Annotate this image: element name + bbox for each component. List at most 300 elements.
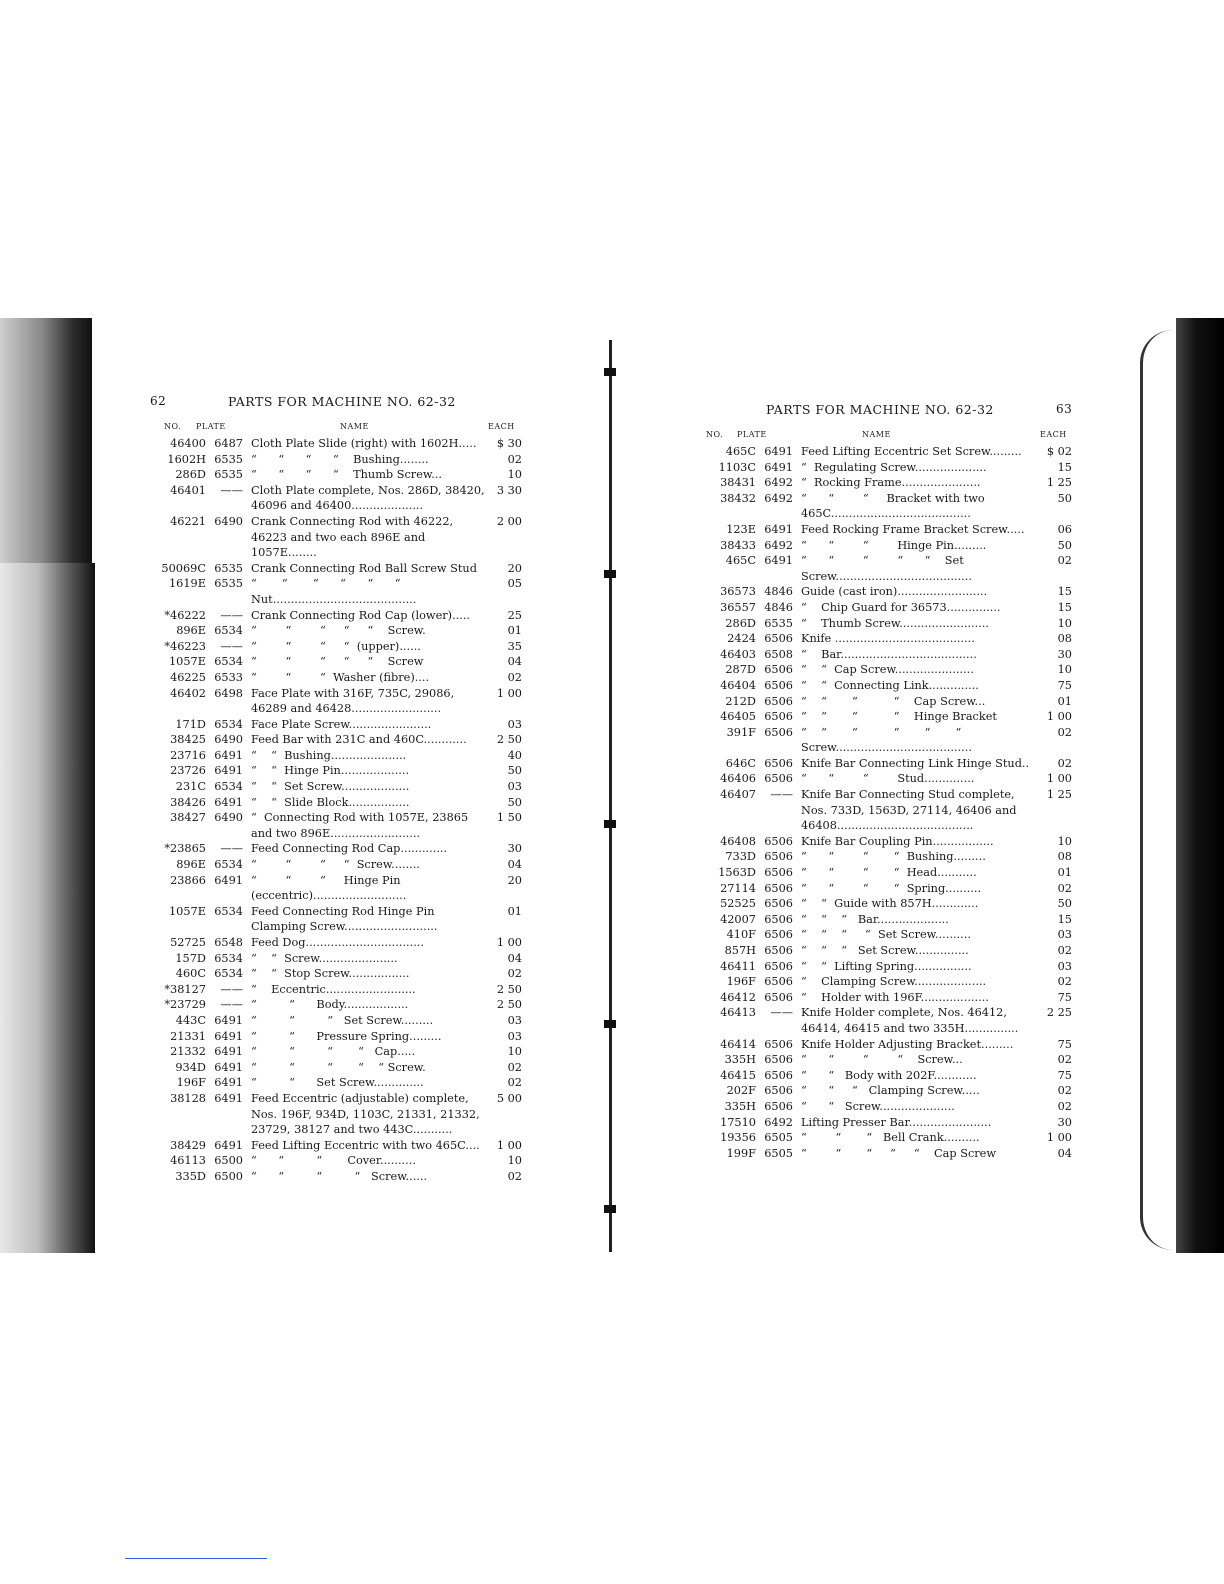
part-row bbox=[150, 966, 522, 982]
part-price: 01 bbox=[507, 624, 522, 638]
part-row bbox=[150, 717, 522, 733]
part-row bbox=[150, 841, 522, 857]
part-price: 03 bbox=[507, 1029, 522, 1043]
part-number: 23866 bbox=[170, 873, 206, 887]
part-number: 38425 bbox=[170, 733, 206, 747]
part-price: 10 bbox=[1057, 663, 1072, 677]
part-number: 46408 bbox=[720, 834, 756, 848]
part-name: “ “ “ “ Screw...... bbox=[251, 1169, 428, 1183]
part-name: “ “ Connecting Link.............. bbox=[801, 678, 979, 692]
plate-number: 6535 bbox=[214, 577, 243, 591]
part-name: “ “ Stop Screw................. bbox=[251, 967, 410, 981]
plate-number: —— bbox=[770, 1006, 793, 1020]
part-name: “ “ “ “ Thumb Screw... bbox=[251, 468, 442, 482]
part-name: “ “ Hinge Pin................... bbox=[251, 764, 410, 778]
part-row bbox=[700, 974, 1072, 990]
part-row bbox=[700, 538, 1072, 554]
part-price: 02 bbox=[1057, 1099, 1072, 1113]
part-price: 5 00 bbox=[496, 1091, 522, 1105]
part-number: 1057E bbox=[169, 904, 206, 918]
col-header-each: EACH bbox=[1040, 430, 1067, 439]
part-number: 23716 bbox=[170, 748, 206, 762]
part-price: 02 bbox=[1057, 725, 1072, 739]
part-number: 19356 bbox=[720, 1131, 756, 1145]
plate-number: 6506 bbox=[764, 756, 793, 770]
part-price: 1 00 bbox=[496, 1138, 522, 1152]
part-number: 1103C bbox=[718, 460, 756, 474]
part-name: “ “ Screw...................... bbox=[251, 951, 398, 965]
part-price: 01 bbox=[1057, 866, 1072, 880]
part-row bbox=[700, 475, 1072, 491]
plate-number: 6506 bbox=[764, 944, 793, 957]
part-name: “ Eccentric......................... bbox=[251, 982, 416, 996]
plate-number: 6535 bbox=[214, 452, 243, 466]
page-number: 62 bbox=[150, 394, 167, 408]
part-price: 15 bbox=[1057, 912, 1072, 926]
part-row bbox=[150, 670, 522, 686]
part-name: Knife Bar Coupling Pin................. bbox=[801, 834, 994, 848]
part-number: 202F bbox=[726, 1084, 756, 1098]
part-name: Crank Connecting Rod with 46222, 46223 and two each 896E and 1057E........ bbox=[251, 514, 457, 560]
part-number: 465C bbox=[725, 554, 756, 568]
part-row bbox=[700, 943, 1072, 959]
plate-number: 6506 bbox=[764, 725, 793, 739]
parts-list bbox=[700, 444, 1072, 1161]
part-row bbox=[150, 654, 522, 670]
plate-number: 6535 bbox=[214, 561, 243, 575]
part-row bbox=[150, 1169, 522, 1185]
part-price: 30 bbox=[1057, 1115, 1072, 1129]
part-price: 1 00 bbox=[1046, 710, 1072, 724]
page-curl-right bbox=[1140, 330, 1173, 1250]
part-row bbox=[700, 616, 1072, 632]
part-price: 04 bbox=[507, 655, 522, 669]
part-number: 2424 bbox=[727, 632, 756, 646]
part-price: 75 bbox=[1057, 1037, 1072, 1051]
part-price: $ 02 bbox=[1046, 445, 1072, 458]
part-number: *46223 bbox=[164, 639, 206, 653]
part-price: 06 bbox=[1057, 522, 1072, 536]
part-number: *46222 bbox=[164, 608, 206, 622]
plate-number: —— bbox=[220, 483, 243, 497]
part-price: 75 bbox=[1057, 990, 1072, 1004]
part-name: Crank Connecting Rod Ball Screw Stud bbox=[251, 561, 477, 575]
plate-number: 6491 bbox=[214, 873, 243, 887]
part-row bbox=[150, 1075, 522, 1091]
part-name: “ “ “ Washer (fibre).... bbox=[251, 670, 430, 684]
part-row bbox=[150, 982, 522, 998]
part-row bbox=[700, 912, 1072, 928]
part-number: 335H bbox=[724, 1099, 756, 1113]
part-number: 465C bbox=[725, 445, 756, 458]
plate-number: 6506 bbox=[764, 975, 793, 989]
part-price: 02 bbox=[507, 452, 522, 466]
part-number: 38426 bbox=[170, 795, 206, 809]
part-number: 896E bbox=[176, 858, 206, 872]
plate-number: 6506 bbox=[764, 678, 793, 692]
part-number: 196F bbox=[176, 1076, 206, 1090]
part-name: “ “ Pressure Spring......... bbox=[251, 1029, 442, 1043]
plate-number: 6534 bbox=[214, 717, 243, 731]
part-number: 335H bbox=[724, 1053, 756, 1067]
part-name: “ “ Guide with 857H............. bbox=[801, 897, 979, 911]
part-price: 02 bbox=[1057, 881, 1072, 895]
part-number: 46400 bbox=[170, 437, 206, 450]
book-left-edge bbox=[0, 318, 92, 563]
part-price: 1 50 bbox=[496, 811, 522, 825]
part-name: “ “ “ “ Cap..... bbox=[251, 1045, 416, 1059]
plate-number: 6490 bbox=[214, 514, 243, 528]
part-row bbox=[700, 881, 1072, 897]
part-row bbox=[700, 1099, 1072, 1115]
part-name: “ “ “ “ Set Screw.......... bbox=[801, 928, 971, 942]
part-number: 231C bbox=[175, 780, 206, 794]
part-row bbox=[150, 1138, 522, 1154]
part-row bbox=[700, 896, 1072, 912]
part-name: “ Holder with 196F................... bbox=[801, 990, 989, 1004]
part-number: *38127 bbox=[164, 982, 206, 996]
part-name: Feed Rocking Frame Bracket Screw..... bbox=[801, 522, 1025, 536]
part-number: 23726 bbox=[170, 764, 206, 778]
part-name: “ “ “ Bell Crank.......... bbox=[801, 1131, 980, 1145]
part-number: *23729 bbox=[164, 998, 206, 1012]
part-price: 3 30 bbox=[496, 483, 522, 497]
part-price: 03 bbox=[507, 1013, 522, 1027]
part-name: “ Connecting Rod with 1057E, 23865 and two 896E......................... bbox=[251, 811, 472, 840]
part-price: 2 50 bbox=[496, 998, 522, 1012]
part-price: 1 00 bbox=[496, 686, 522, 700]
part-name: “ “ “ “ “ Set Screw...................................... bbox=[801, 554, 972, 583]
part-number: 52725 bbox=[170, 936, 206, 949]
parts-list bbox=[150, 436, 522, 1185]
part-row bbox=[700, 771, 1072, 787]
part-price: 04 bbox=[507, 858, 522, 872]
part-price: 04 bbox=[1057, 1146, 1072, 1160]
plate-number: —— bbox=[220, 608, 243, 622]
part-name: “ “ Body with 202F............ bbox=[801, 1068, 977, 1082]
book-gutter bbox=[609, 340, 612, 1252]
part-name: Knife ....................................... bbox=[801, 632, 975, 646]
plate-number: 6491 bbox=[214, 1045, 243, 1059]
part-price: 03 bbox=[1057, 928, 1072, 942]
part-number: 733D bbox=[725, 850, 756, 864]
part-row bbox=[700, 444, 1072, 460]
plate-number: 6506 bbox=[764, 1099, 793, 1113]
part-name: “ “ “ “ Cap Screw... bbox=[801, 694, 986, 708]
part-row bbox=[150, 1044, 522, 1060]
part-price: 50 bbox=[1057, 897, 1072, 911]
column-headers bbox=[150, 418, 522, 436]
part-row bbox=[700, 491, 1072, 522]
part-row bbox=[700, 849, 1072, 865]
part-number: 896E bbox=[176, 624, 206, 638]
part-number: 171D bbox=[175, 717, 206, 731]
part-row bbox=[700, 460, 1072, 476]
part-name: Feed Eccentric (adjustable) complete, Nos. 196F, 934D, 1103C, 21331, 21332, 23729, 38127 and two 443C........... bbox=[251, 1091, 484, 1137]
plate-number: 6500 bbox=[214, 1169, 243, 1183]
part-name: “ “ “ Hinge Pin (eccentric).......................... bbox=[251, 873, 407, 903]
plate-number: 6506 bbox=[764, 928, 793, 942]
part-row bbox=[700, 678, 1072, 694]
plate-number: 4846 bbox=[764, 600, 793, 614]
plate-number: 6506 bbox=[764, 897, 793, 911]
part-number: 196F bbox=[726, 975, 756, 989]
part-name: “ “ “ “ “ Screw. bbox=[251, 1060, 426, 1074]
part-price: 02 bbox=[507, 967, 522, 981]
part-row bbox=[700, 1052, 1072, 1068]
part-number: 46402 bbox=[170, 686, 206, 700]
plate-number: 6548 bbox=[214, 936, 243, 949]
part-number: 1602H bbox=[167, 452, 206, 466]
plate-number: 6492 bbox=[764, 1115, 793, 1129]
plate-number: 6498 bbox=[214, 686, 243, 700]
part-row bbox=[150, 873, 522, 904]
part-price: 02 bbox=[1057, 756, 1072, 770]
right-page bbox=[700, 402, 1072, 1161]
part-name: “ “ Set Screw................... bbox=[251, 780, 410, 794]
part-number: 212D bbox=[725, 694, 756, 708]
part-row bbox=[700, 647, 1072, 663]
part-row bbox=[150, 951, 522, 967]
col-header-plate: PLATE bbox=[737, 430, 767, 439]
plate-number: 6492 bbox=[764, 491, 793, 505]
part-row bbox=[700, 631, 1072, 647]
plate-number: 6506 bbox=[764, 850, 793, 864]
plate-number: 6491 bbox=[214, 1138, 243, 1152]
plate-number: 6506 bbox=[764, 772, 793, 786]
part-price: 10 bbox=[507, 1045, 522, 1059]
part-row bbox=[700, 1037, 1072, 1053]
plate-number: 6490 bbox=[214, 733, 243, 747]
part-row bbox=[700, 959, 1072, 975]
part-number: 286D bbox=[725, 616, 756, 630]
plate-number: 6506 bbox=[764, 1084, 793, 1098]
part-row bbox=[700, 834, 1072, 850]
part-name: Feed Connecting Rod Cap............. bbox=[251, 842, 448, 856]
part-name: “ “ “ “ Hinge Bracket bbox=[801, 710, 997, 724]
page-title: PARTS FOR MACHINE NO. 62-32 bbox=[228, 394, 456, 409]
plate-number: 6506 bbox=[764, 881, 793, 895]
part-name: “ Thumb Screw......................... bbox=[801, 616, 990, 630]
part-row bbox=[700, 1005, 1072, 1036]
part-number: 46414 bbox=[720, 1037, 756, 1051]
part-row bbox=[700, 1146, 1072, 1162]
part-price: 40 bbox=[507, 748, 522, 762]
running-head bbox=[150, 394, 522, 418]
gutter-mark bbox=[604, 1205, 616, 1213]
col-header-no: NO. bbox=[164, 422, 182, 431]
part-number: 391F bbox=[726, 725, 756, 739]
plate-number: 6491 bbox=[214, 1060, 243, 1074]
gutter-mark bbox=[604, 820, 616, 828]
plate-number: —— bbox=[220, 639, 243, 653]
part-price: 02 bbox=[1057, 975, 1072, 989]
part-row bbox=[150, 576, 522, 607]
part-number: 1563D bbox=[718, 866, 756, 880]
part-number: 17510 bbox=[720, 1115, 756, 1129]
plate-number: 6506 bbox=[764, 663, 793, 677]
part-row bbox=[150, 795, 522, 811]
part-name: Feed Dog................................. bbox=[251, 936, 425, 949]
plate-number: 6491 bbox=[214, 1076, 243, 1090]
part-row bbox=[150, 514, 522, 561]
plate-number: 6487 bbox=[214, 437, 243, 450]
gutter-mark bbox=[604, 1020, 616, 1028]
part-price: 1 00 bbox=[1046, 772, 1072, 786]
part-row bbox=[700, 1068, 1072, 1084]
part-number: 934D bbox=[175, 1060, 206, 1074]
part-number: 460C bbox=[175, 967, 206, 981]
plate-number: 6508 bbox=[764, 647, 793, 661]
part-number: 38433 bbox=[720, 538, 756, 552]
part-name: “ “ “ “ “ Screw bbox=[251, 655, 424, 669]
plate-number: 6491 bbox=[214, 748, 243, 762]
plate-number: 6534 bbox=[214, 655, 243, 669]
part-price: 50 bbox=[1057, 538, 1072, 552]
col-header-no: NO. bbox=[706, 430, 724, 439]
part-price: $ 30 bbox=[496, 437, 522, 450]
part-row bbox=[700, 584, 1072, 600]
plate-number: 6505 bbox=[764, 1146, 793, 1160]
part-number: 646C bbox=[725, 756, 756, 770]
part-name: Lifting Presser Bar....................... bbox=[801, 1115, 992, 1129]
part-number: 36573 bbox=[720, 585, 756, 599]
part-name: “ “ “ “ Screw... bbox=[801, 1053, 963, 1067]
plate-number: 6534 bbox=[214, 780, 243, 794]
part-name: “ Chip Guard for 36573............... bbox=[801, 600, 1001, 614]
part-row bbox=[150, 779, 522, 795]
part-name: “ “ “ Bracket with two 465C....................................... bbox=[801, 491, 985, 521]
plate-number: 6506 bbox=[764, 1037, 793, 1051]
part-row bbox=[700, 600, 1072, 616]
part-price: 05 bbox=[507, 577, 522, 591]
part-name: “ “ “ Hinge Pin......... bbox=[801, 538, 987, 552]
part-name: Feed Lifting Eccentric Set Screw......... bbox=[801, 445, 1022, 458]
plate-number: 6506 bbox=[764, 632, 793, 646]
part-name: Knife Holder complete, Nos. 46412, 46414, 46415 and two 335H............... bbox=[801, 1006, 1019, 1035]
part-price: 02 bbox=[1057, 1084, 1072, 1098]
part-row bbox=[150, 623, 522, 639]
part-name: “ “ “ “ Spring.......... bbox=[801, 881, 982, 895]
plate-number: 6506 bbox=[764, 912, 793, 926]
part-number: 199F bbox=[726, 1146, 756, 1160]
part-row bbox=[150, 639, 522, 655]
part-name: “ “ “ “ Bushing......... bbox=[801, 850, 986, 864]
gutter-mark bbox=[604, 368, 616, 376]
part-name: “ Regulating Screw.................... bbox=[801, 460, 987, 474]
part-number: 27114 bbox=[720, 881, 756, 895]
part-price: 03 bbox=[1057, 959, 1072, 973]
part-row bbox=[700, 990, 1072, 1006]
part-price: 02 bbox=[507, 670, 522, 684]
part-row bbox=[700, 709, 1072, 725]
part-price: 75 bbox=[1057, 1068, 1072, 1082]
part-row bbox=[700, 1115, 1072, 1131]
part-price: 50 bbox=[507, 795, 522, 809]
part-price: 75 bbox=[1057, 678, 1072, 692]
part-name: “ Bar...................................... bbox=[801, 647, 977, 661]
plate-number: 6491 bbox=[214, 1091, 243, 1105]
part-name: “ “ “ Cover.......... bbox=[251, 1154, 416, 1168]
part-number: 38427 bbox=[170, 811, 206, 825]
plate-number: —— bbox=[220, 842, 243, 856]
part-number: 46412 bbox=[720, 990, 756, 1004]
part-name: Cloth Plate complete, Nos. 286D, 38420, 46096 and 46400.................... bbox=[251, 483, 489, 513]
part-price: 10 bbox=[1057, 616, 1072, 630]
part-number: 335D bbox=[175, 1169, 206, 1183]
part-number: 38429 bbox=[170, 1138, 206, 1152]
part-name: “ “ “ “ “ “ Screw...................................... bbox=[801, 725, 972, 755]
part-number: 46221 bbox=[170, 514, 206, 528]
part-number: 410F bbox=[726, 928, 756, 942]
plate-number: 6533 bbox=[214, 670, 243, 684]
part-row bbox=[150, 763, 522, 779]
part-number: 1619E bbox=[169, 577, 206, 591]
part-price: 04 bbox=[507, 951, 522, 965]
part-row bbox=[150, 1091, 522, 1138]
part-price: 25 bbox=[507, 608, 522, 622]
part-row bbox=[700, 865, 1072, 881]
part-row bbox=[150, 1153, 522, 1169]
plate-number: 6491 bbox=[764, 522, 793, 536]
part-price: 2 25 bbox=[1046, 1006, 1072, 1020]
plate-number: 6506 bbox=[764, 990, 793, 1004]
part-price: 15 bbox=[1057, 585, 1072, 599]
part-price: 10 bbox=[507, 1154, 522, 1168]
part-name: “ “ “ “ “ Screw. bbox=[251, 624, 426, 638]
part-row bbox=[150, 904, 522, 935]
part-price: 2 00 bbox=[496, 514, 522, 528]
part-name: “ “ Screw..................... bbox=[801, 1099, 955, 1113]
part-name: “ “ Lifting Spring................ bbox=[801, 959, 972, 973]
part-name: Guide (cast iron)......................... bbox=[801, 585, 988, 599]
part-name: “ “ Cap Screw...................... bbox=[801, 663, 974, 677]
part-name: “ “ “ “ “ Cap Screw bbox=[801, 1146, 997, 1160]
part-number: 46407 bbox=[720, 788, 756, 802]
part-row bbox=[700, 725, 1072, 756]
part-number: 46401 bbox=[170, 483, 206, 497]
part-price: 02 bbox=[507, 1169, 522, 1183]
part-name: “ “ Slide Block................. bbox=[251, 795, 410, 809]
plate-number: 6534 bbox=[214, 967, 243, 981]
book-right-edge bbox=[1176, 318, 1224, 1253]
part-row bbox=[150, 857, 522, 873]
part-number: 123E bbox=[726, 522, 756, 536]
part-number: 1057E bbox=[169, 655, 206, 669]
part-number: 38128 bbox=[170, 1091, 206, 1105]
part-name: “ “ “ “ Bushing........ bbox=[251, 452, 429, 466]
part-name: “ “ “ Bar.................... bbox=[801, 912, 949, 926]
part-name: Feed Connecting Rod Hinge Pin Clamping Screw.......................... bbox=[251, 904, 439, 934]
part-price: 03 bbox=[507, 780, 522, 794]
plate-number: 6506 bbox=[764, 866, 793, 880]
gutter-mark bbox=[604, 570, 616, 578]
part-row bbox=[700, 522, 1072, 538]
plate-number: 6534 bbox=[214, 858, 243, 872]
book-left-edge-lower bbox=[0, 563, 95, 1253]
part-price: 15 bbox=[1057, 600, 1072, 614]
part-name: Feed Bar with 231C and 460C............ bbox=[251, 733, 467, 747]
part-number: 46113 bbox=[170, 1154, 206, 1168]
part-price: 20 bbox=[507, 561, 522, 575]
col-header-each: EACH bbox=[488, 422, 515, 431]
part-row bbox=[150, 810, 522, 841]
plate-number: 6534 bbox=[214, 624, 243, 638]
plate-number: 6535 bbox=[764, 616, 793, 630]
part-name: Knife Bar Connecting Stud complete, Nos. 733D, 1563D, 27114, 46406 and 46408...................................... bbox=[801, 788, 1021, 833]
part-number: 157D bbox=[175, 951, 206, 965]
plate-number: —— bbox=[220, 982, 243, 996]
